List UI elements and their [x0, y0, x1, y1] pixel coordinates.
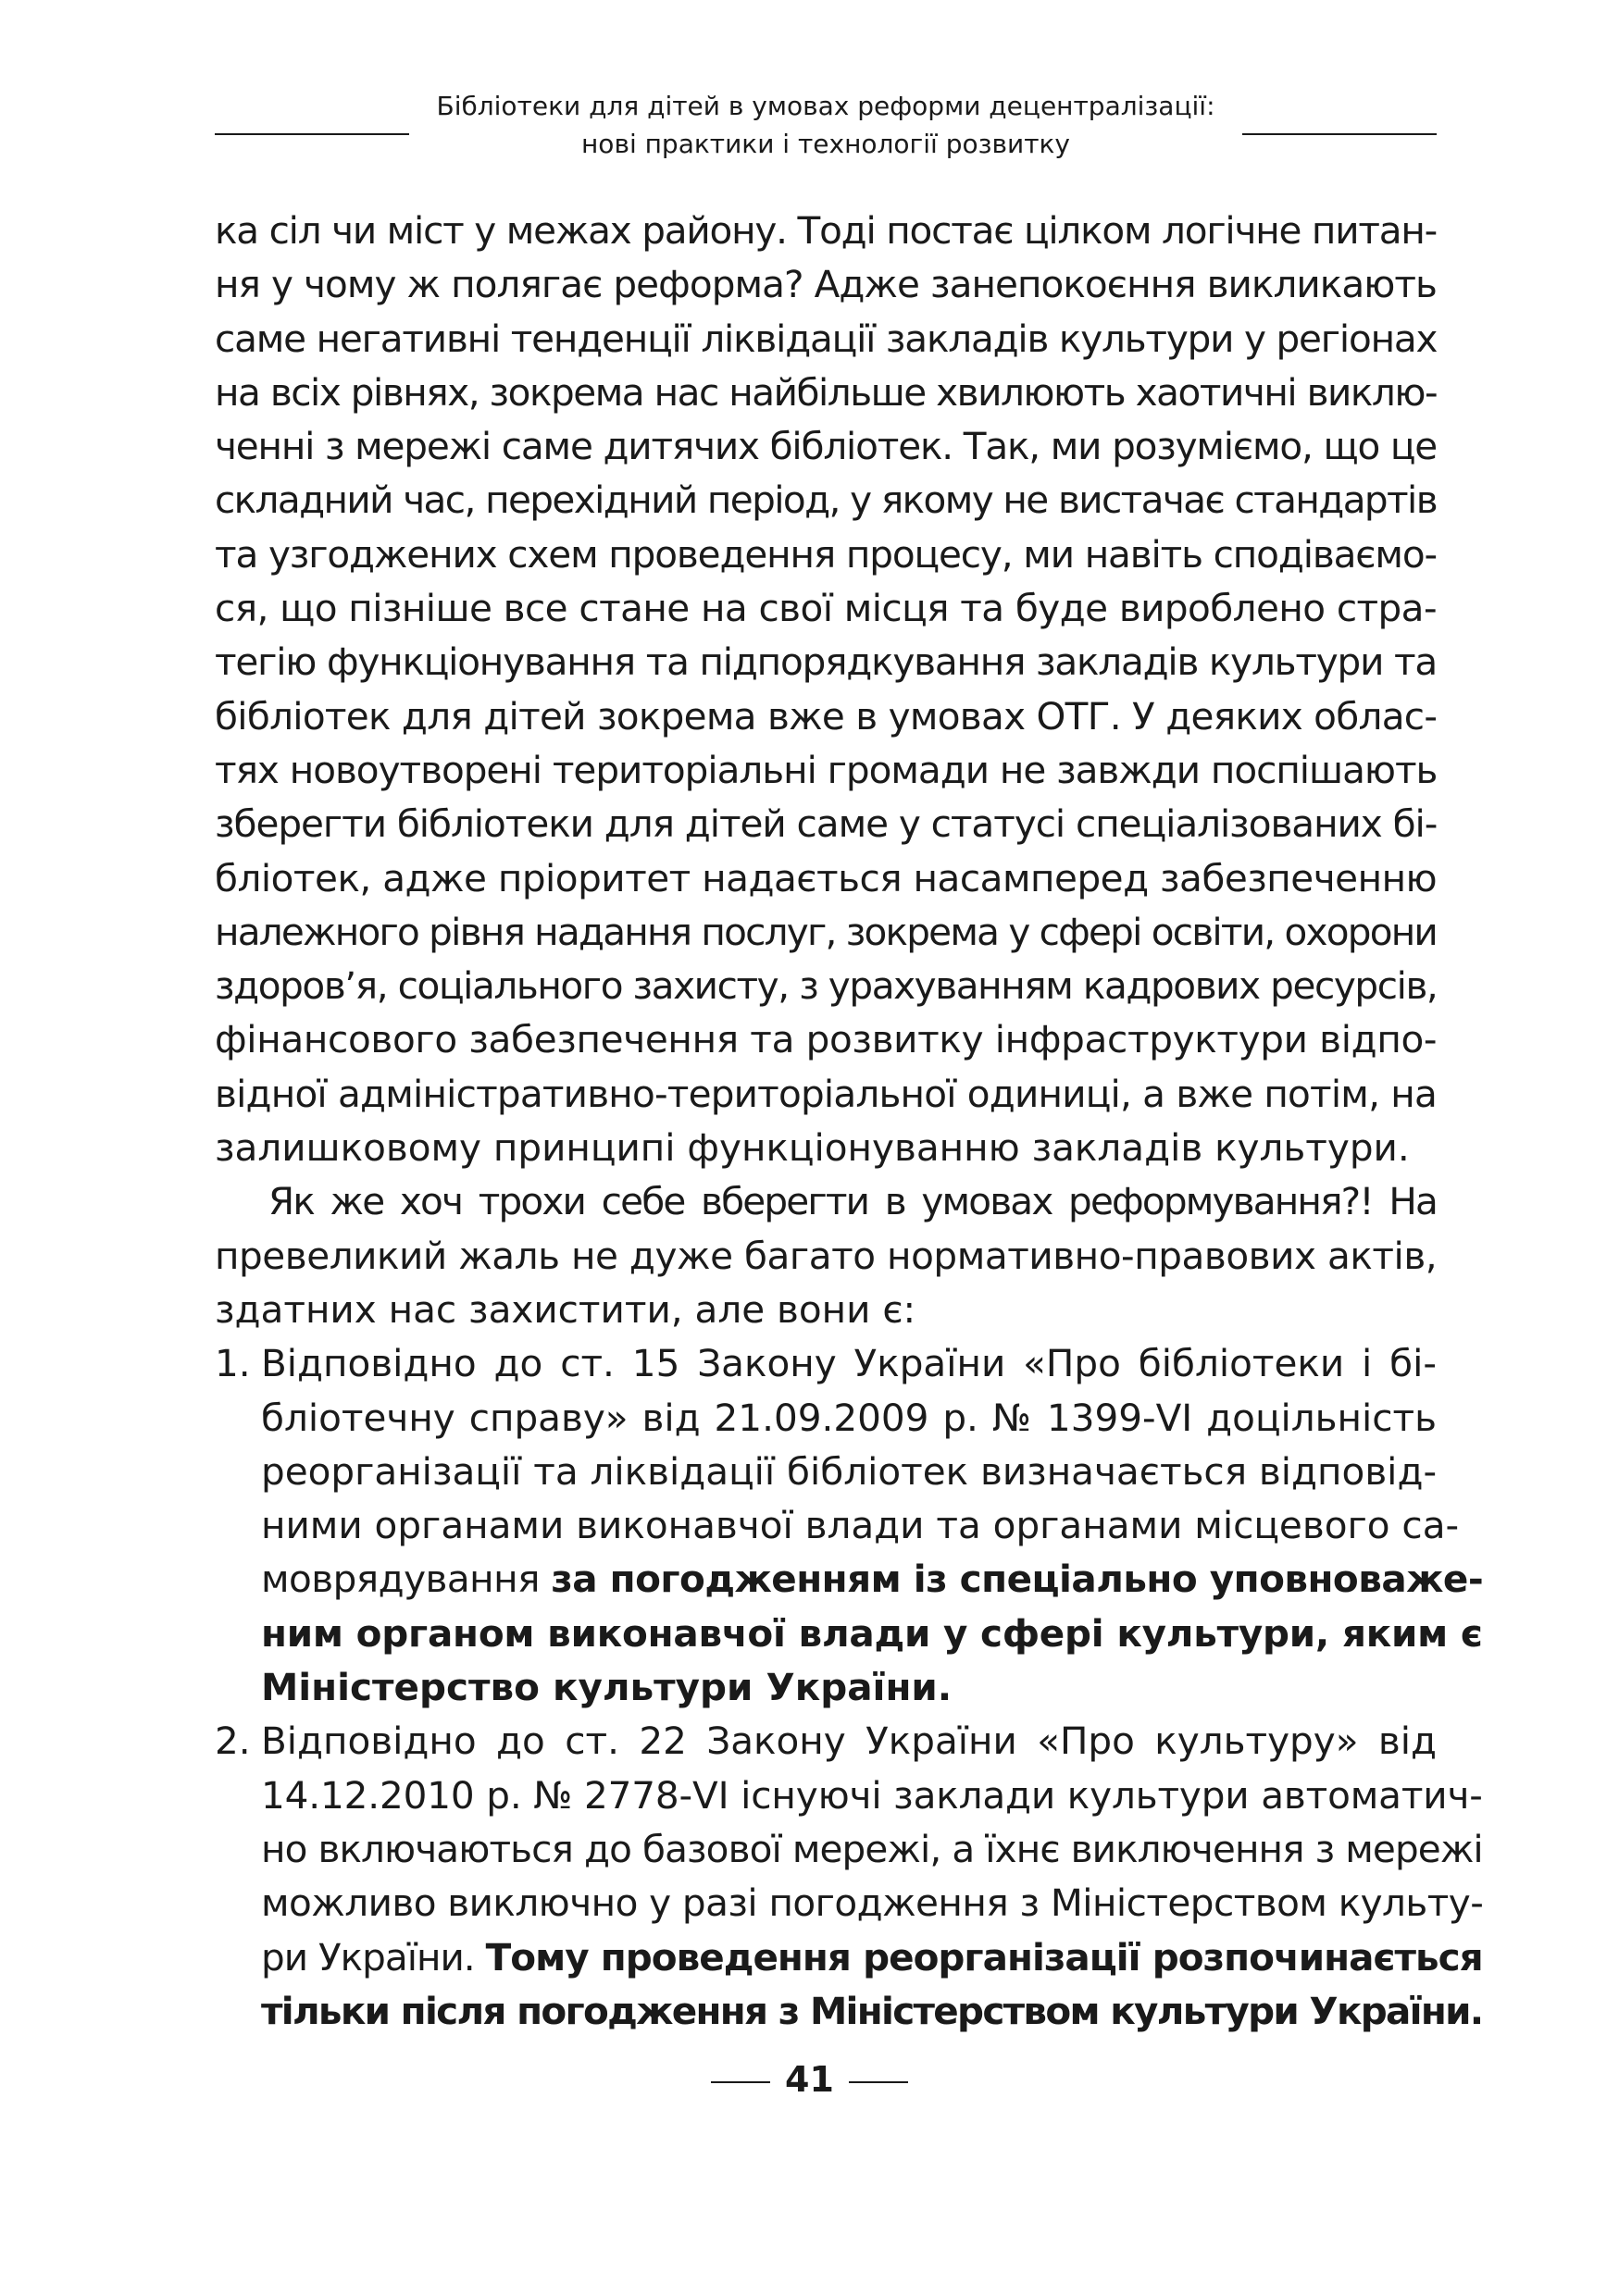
paragraph-1-line: здоров’я, соціального захисту, з урахуванням кадрових ресурсів,	[215, 963, 1438, 1009]
paragraph-1-line: тегію функціонування та підпорядкування закладів культури та	[215, 639, 1437, 685]
list-item-text: Відповідно до ст. 15 Закону України «Про бібліотеки і бі-	[261, 1341, 1437, 1386]
list-item-bold-text: Міністерство культури України.	[261, 1665, 953, 1710]
header-title-line-1: Бібліотеки для дітей в умовах реформи децентралізації:	[436, 91, 1215, 121]
paragraph-1-line: бібліотек для дітей зокрема вже в умовах ОТГ. У деяких облас-	[215, 693, 1438, 738]
list-item-bold-text: тільки після погодження з Міністерством культури України.	[261, 1988, 1483, 2033]
list-item-line	[261, 1391, 1437, 1445]
paragraph-1-line: тях новоутворені територіальні громади не завжди поспішають	[215, 747, 1438, 792]
list-item-line	[261, 1714, 1437, 1768]
paragraph-1-line: та узгоджених схем проведення процесу, ми навіть сподіваємо-	[215, 531, 1437, 577]
header-title-line-2: нові практики і технології розвитку	[581, 129, 1070, 159]
list-item-bold-text: ним органом виконавчої влади у сфері культури, яким є	[261, 1610, 1483, 1656]
paragraph-1	[215, 204, 1437, 1174]
page-number-dash-right	[849, 2081, 908, 2083]
list-item-number: 1.	[215, 1341, 251, 1386]
page-number-value: 41	[785, 2059, 834, 2100]
header-rule-left	[215, 133, 409, 135]
paragraph-2-line: здатних нас захистити, але вони є:	[215, 1286, 916, 1332]
numbered-list	[215, 1336, 1484, 2038]
paragraph-2-line: Як же хоч трохи себе вберегти в умовах реформування?! На	[268, 1179, 1437, 1224]
list-item-line	[261, 1336, 1437, 1390]
paragraph-1-line: залишковому принципі функціонуванню закладів культури.	[215, 1125, 1410, 1171]
paragraph-1-line: ня у чому ж полягає реформа? Адже занепокоєння викликають	[215, 262, 1437, 307]
running-header	[215, 87, 1437, 170]
list-item-text: моврядування	[261, 1557, 552, 1602]
header-rule-right	[1242, 133, 1437, 135]
list-item-line	[261, 1498, 1460, 1552]
list-item-line	[261, 1930, 1483, 1984]
page-number-dash-left	[711, 2081, 770, 2083]
list-item-line	[261, 1876, 1484, 1930]
list-item-line	[261, 1769, 1483, 1822]
list-item-line	[261, 1984, 1483, 2038]
paragraph-1-line: ченні з мережі саме дитячих бібліотек. Так, ми розуміємо, що це	[215, 424, 1437, 469]
list-item-bold-text: за погодженням із спеціально уповноваже-	[551, 1557, 1484, 1602]
list-item	[215, 1714, 1484, 2038]
paragraph-1-line: ка сіл чи міст у межах району. Тоді постає цілком логічне питан-	[215, 208, 1438, 253]
list-item-text: реорганізації та ліквідації бібліотек визначається відповід-	[261, 1448, 1438, 1494]
list-item-number: 2.	[215, 1719, 251, 1764]
list-item-bold-text: Тому проведення реорганізації розпочинається	[485, 1934, 1483, 1980]
paragraph-1-line: зберегти бібліотеки для дітей саме у статусі спеціалізованих бі-	[215, 801, 1438, 847]
paragraph-1-line: належного рівня надання послуг, зокрема у сфері освіти, охорони	[215, 909, 1437, 954]
list-item	[215, 1336, 1484, 1714]
list-item-text: ними органами виконавчої влади та органами місцевого са-	[261, 1503, 1460, 1548]
paragraph-1-line: бліотек, адже пріоритет надається насамперед забезпеченню	[215, 855, 1438, 900]
list-item-line	[261, 1607, 1483, 1660]
list-item-line	[261, 1822, 1483, 1876]
list-item-line	[261, 1660, 1437, 1714]
list-item-text: 14.12.2010 р. № 2778-VI існуючі заклади культури автоматич-	[261, 1772, 1483, 1818]
list-item-text: можливо виключно у разі погодження з Міністерством культу-	[261, 1880, 1484, 1926]
list-item-text: ри України.	[261, 1934, 486, 1980]
header-title	[418, 87, 1233, 163]
paragraph-2-line: превеликий жаль не дуже багато нормативно-правових актів,	[215, 1233, 1438, 1278]
list-item-line	[261, 1445, 1437, 1498]
body-text	[215, 204, 1484, 2038]
list-item-text: бліотечну справу» від 21.09.2009 р. № 1399-VI доцільність	[261, 1395, 1437, 1440]
list-item-line	[261, 1552, 1484, 1606]
page-number	[0, 2056, 1619, 2103]
list-item-text: Відповідно до ст. 22 Закону України «Про культуру» від	[261, 1719, 1437, 1764]
paragraph-1-line: ся, що пізніше все стане на свої місця та буде вироблено стра-	[215, 586, 1437, 631]
paragraph-1-line: на всіх рівнях, зокрема нас найбільше хвилюють хаотичні виклю-	[215, 369, 1438, 415]
paragraph-1-line: саме негативні тенденції ліквідації закладів культури у регіонах	[215, 316, 1438, 361]
list-item-text: но включаються до базової мережі, а їхнє виключення з мережі	[261, 1826, 1483, 1871]
paragraph-2	[215, 1174, 1437, 1336]
paragraph-1-line: складний час, перехідний період, у якому не вистачає стандартів	[215, 478, 1437, 523]
paragraph-1-line: відної адміністративно-територіальної одиниці, а вже потім, на	[215, 1071, 1437, 1116]
paragraph-1-line: фінансового забезпечення та розвитку інфраструктури відпо-	[215, 1017, 1438, 1062]
